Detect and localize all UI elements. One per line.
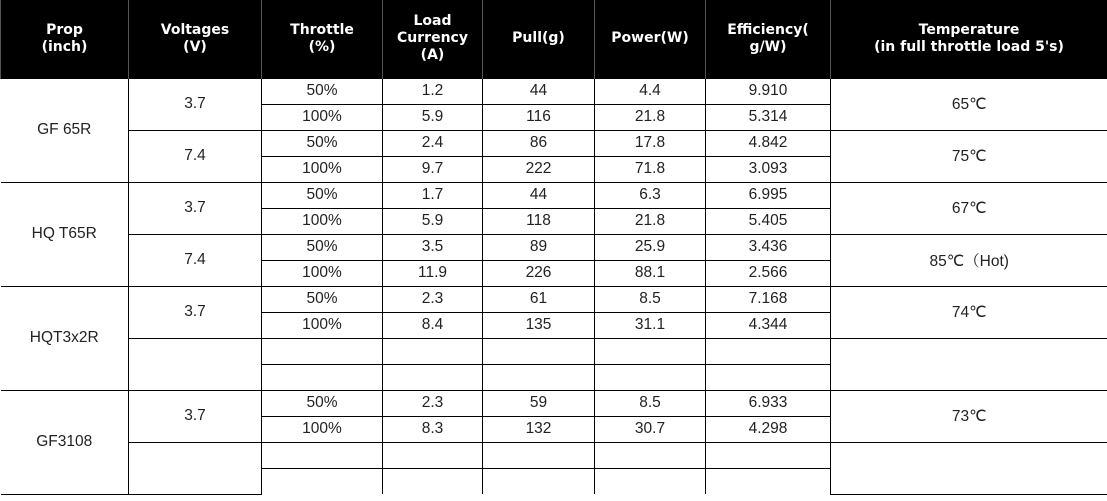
throttle-cell: 100% [262,312,383,338]
efficiency-cell: 4.344 [706,312,831,338]
pull-cell: 44 [483,182,595,208]
power-cell: 8.5 [595,286,706,312]
temperature-cell [831,442,1107,494]
efficiency-cell: 3.436 [706,234,831,260]
throttle-cell [262,338,383,364]
efficiency-cell: 6.933 [706,390,831,416]
efficiency-cell: 6.995 [706,182,831,208]
header-temperature: Temperature (in full throttle load 5's) [831,0,1107,78]
throttle-cell [262,364,383,390]
table-row [1,130,1107,156]
current-cell: 2.3 [383,390,483,416]
power-cell [595,364,706,390]
current-cell: 5.9 [383,208,483,234]
voltage-cell [129,442,262,494]
throttle-cell: 50% [262,390,383,416]
current-cell: 11.9 [383,260,483,286]
current-cell [383,468,483,494]
power-cell: 17.8 [595,130,706,156]
table-row [1,442,1107,468]
header-efficiency: Efficiency( g/W) [706,0,831,78]
header-load-current: Load Currency (A) [383,0,483,78]
throttle-cell: 100% [262,156,383,182]
throttle-cell: 50% [262,286,383,312]
power-cell: 71.8 [595,156,706,182]
pull-cell [483,338,595,364]
voltage-cell [129,338,262,390]
pull-cell: 59 [483,390,595,416]
efficiency-cell: 2.566 [706,260,831,286]
power-cell: 21.8 [595,208,706,234]
table-row [1,234,1107,260]
voltage-cell: 7.4 [129,234,262,286]
temperature-cell: 75℃ [831,130,1107,182]
current-cell [383,442,483,468]
throttle-cell [262,442,383,468]
prop-cell: GF3108 [1,390,129,494]
temperature-cell: 85℃（Hot) [831,234,1107,286]
table-row [1,182,1107,208]
pull-cell: 132 [483,416,595,442]
power-cell: 25.9 [595,234,706,260]
temperature-cell: 67℃ [831,182,1107,234]
power-cell: 6.3 [595,182,706,208]
current-cell: 1.7 [383,182,483,208]
pull-cell [483,364,595,390]
throttle-cell: 100% [262,416,383,442]
prop-cell: HQ T65R [1,182,129,286]
power-cell: 8.5 [595,390,706,416]
pull-cell: 135 [483,312,595,338]
throttle-cell: 50% [262,182,383,208]
current-cell: 3.5 [383,234,483,260]
current-cell: 1.2 [383,78,483,104]
voltage-cell: 3.7 [129,286,262,338]
power-cell: 31.1 [595,312,706,338]
pull-cell [483,468,595,494]
efficiency-cell: 5.314 [706,104,831,130]
voltage-cell: 3.7 [129,78,262,130]
current-cell: 8.4 [383,312,483,338]
prop-cell: HQT3x2R [1,286,129,390]
temperature-cell: 73℃ [831,390,1107,442]
header-throttle: Throttle (%) [262,0,383,78]
pull-cell: 222 [483,156,595,182]
efficiency-cell: 9.910 [706,78,831,104]
throttle-cell [262,468,383,494]
power-cell: 4.4 [595,78,706,104]
efficiency-cell [706,468,831,494]
current-cell: 9.7 [383,156,483,182]
pull-cell [483,442,595,468]
table-row [1,338,1107,364]
header-power: Power(W) [595,0,706,78]
pull-cell: 116 [483,104,595,130]
power-cell [595,338,706,364]
efficiency-cell: 4.842 [706,130,831,156]
efficiency-cell: 7.168 [706,286,831,312]
voltage-cell: 7.4 [129,130,262,182]
power-cell [595,442,706,468]
efficiency-cell [706,338,831,364]
throttle-cell: 50% [262,234,383,260]
pull-cell: 226 [483,260,595,286]
temperature-cell: 65℃ [831,78,1107,130]
pull-cell: 89 [483,234,595,260]
prop-cell: GF 65R [1,78,129,182]
temperature-cell: 74℃ [831,286,1107,338]
header-voltages: Voltages (V) [129,0,262,78]
voltage-cell: 3.7 [129,390,262,442]
current-cell: 2.3 [383,286,483,312]
table-row [1,78,1107,104]
temperature-cell [831,338,1107,390]
efficiency-cell [706,364,831,390]
throttle-cell: 50% [262,130,383,156]
header-prop: Prop (inch) [1,0,129,78]
power-cell: 88.1 [595,260,706,286]
efficiency-cell: 3.093 [706,156,831,182]
power-cell: 30.7 [595,416,706,442]
throttle-cell: 100% [262,208,383,234]
efficiency-cell: 5.405 [706,208,831,234]
pull-cell: 61 [483,286,595,312]
pull-cell: 86 [483,130,595,156]
efficiency-cell: 4.298 [706,416,831,442]
efficiency-cell [706,442,831,468]
throttle-cell: 100% [262,104,383,130]
table-row [1,286,1107,312]
current-cell [383,338,483,364]
header-row [1,0,1107,78]
throttle-cell: 50% [262,78,383,104]
pull-cell: 44 [483,78,595,104]
table-row [1,390,1107,416]
pull-cell: 118 [483,208,595,234]
current-cell: 5.9 [383,104,483,130]
throttle-cell: 100% [262,260,383,286]
power-cell: 21.8 [595,104,706,130]
current-cell [383,364,483,390]
header-pull: Pull(g) [483,0,595,78]
power-cell [595,468,706,494]
current-cell: 2.4 [383,130,483,156]
current-cell: 8.3 [383,416,483,442]
voltage-cell: 3.7 [129,182,262,234]
